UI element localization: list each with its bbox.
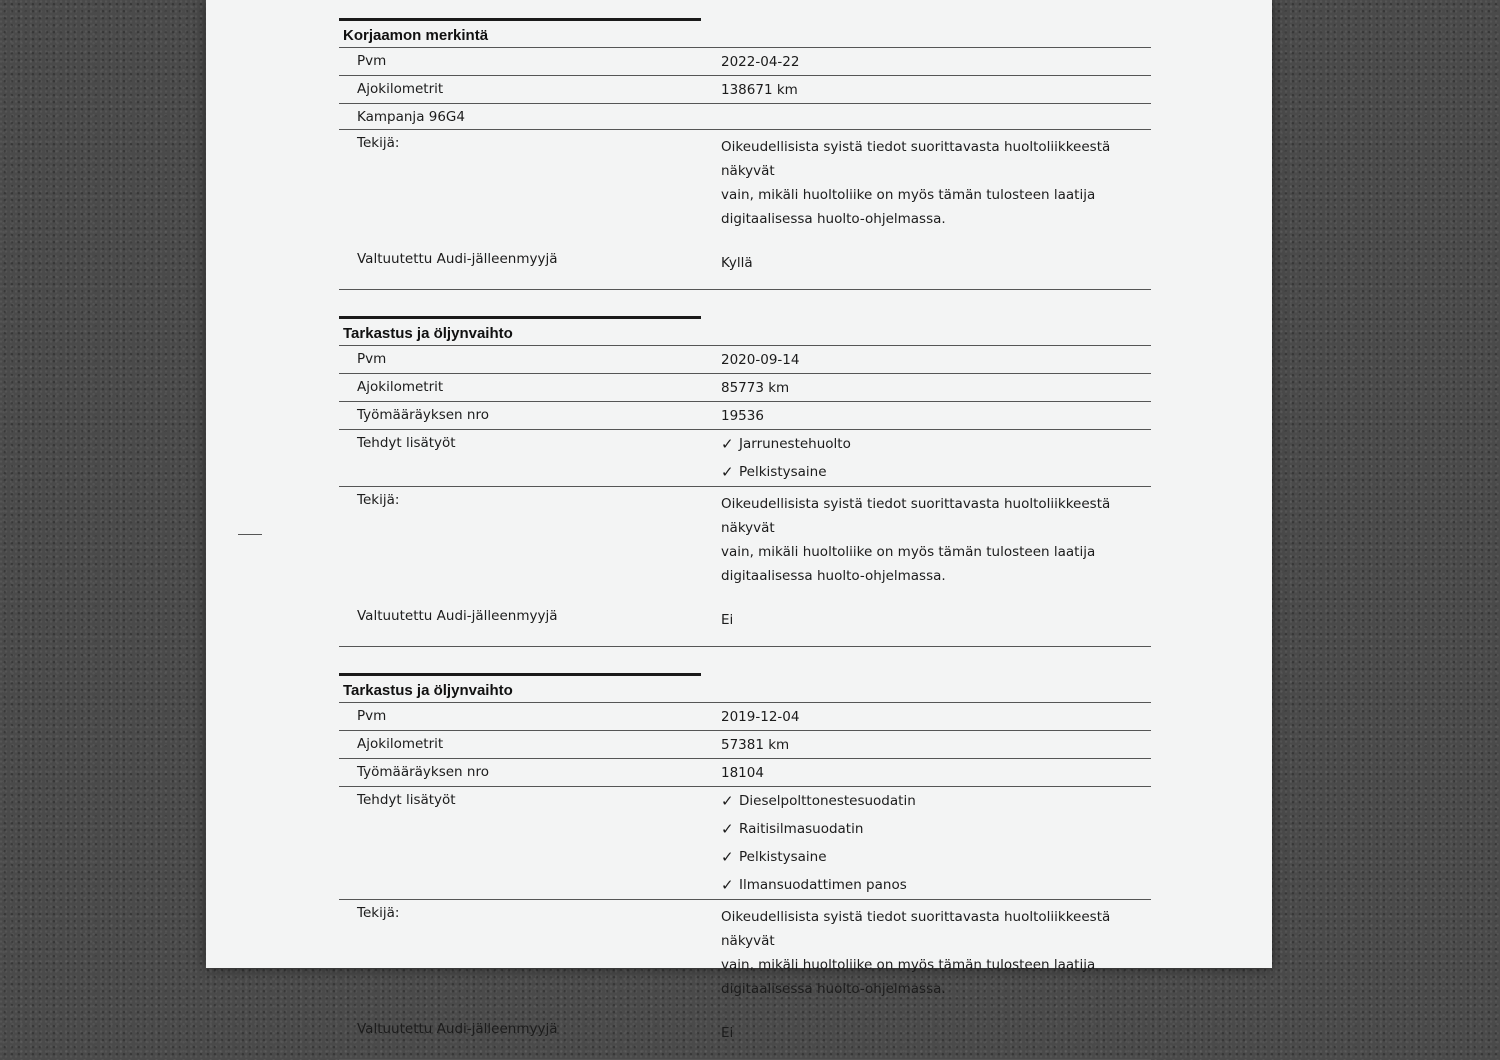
list-item (721, 787, 1151, 815)
row-value: 138671 km (721, 82, 798, 98)
auth-value: Kyllä (721, 255, 753, 271)
list-item-label: Ilmansuodattimen panos (739, 877, 907, 893)
list-item (721, 815, 1151, 843)
table-row (339, 703, 1151, 731)
list-item-label: Dieselpolttonestesuodatin (739, 793, 916, 809)
row-label: Ajokilometrit (357, 736, 444, 752)
row-label: Ajokilometrit (357, 379, 444, 395)
tekija-label: Tekijä: (357, 135, 400, 151)
table-row (339, 48, 1151, 76)
list-item-label: Pelkistysaine (739, 849, 827, 865)
tekija-line: Oikeudellisista syistä tiedot suorittavasta huoltoliikkeestä näkyvät (721, 909, 1111, 949)
list-item (721, 871, 1151, 899)
auth-label: Valtuutettu Audi-jälleenmyyjä (357, 251, 558, 267)
service-section (339, 316, 1151, 647)
row-value: 19536 (721, 408, 764, 424)
row-label: Tehdyt lisätyöt (357, 435, 456, 451)
row-value: 57381 km (721, 737, 790, 753)
tekija-line: vain, mikäli huoltoliike on myös tämän tulosteen laatija (721, 187, 1096, 203)
row-value: 85773 km (721, 380, 790, 396)
row-value: 2019-12-04 (721, 709, 800, 725)
auth-value: Ei (721, 1025, 734, 1041)
tekija-text (701, 130, 1151, 289)
check-icon: ✓ (721, 876, 734, 894)
table-row (339, 104, 1151, 130)
list-item-label: Jarrunestehuolto (739, 436, 851, 452)
extra-work-row (339, 430, 1151, 487)
row-label: Työmääräyksen nro (357, 407, 489, 423)
auth-value: Ei (721, 612, 734, 628)
list-item-label: Pelkistysaine (739, 464, 827, 480)
row-value: 2020-09-14 (721, 352, 800, 368)
row-label: Tehdyt lisätyöt (357, 792, 456, 808)
row-value (701, 104, 1151, 129)
row-label: Ajokilometrit (357, 81, 444, 97)
tekija-line: Oikeudellisista syistä tiedot suorittavasta huoltoliikkeestä näkyvät (721, 496, 1111, 536)
margin-mark (238, 534, 262, 535)
row-value: 2022-04-22 (721, 54, 800, 70)
section-title: Korjaamon merkintä (339, 21, 1151, 48)
extra-work-list (701, 787, 1151, 899)
table-row (339, 759, 1151, 787)
tekija-label: Tekijä: (357, 492, 400, 508)
row-label: Pvm (357, 708, 387, 724)
service-section (339, 673, 1151, 1041)
tekija-line: Oikeudellisista syistä tiedot suorittavasta huoltoliikkeestä näkyvät (721, 139, 1111, 179)
check-icon: ✓ (721, 820, 734, 838)
extra-work-row (339, 787, 1151, 900)
check-icon: ✓ (721, 792, 734, 810)
list-item-label: Raitisilmasuodatin (739, 821, 864, 837)
check-icon: ✓ (721, 848, 734, 866)
row-label: Kampanja 96G4 (357, 109, 465, 125)
row-value: 18104 (721, 765, 764, 781)
tekija-text (701, 487, 1151, 646)
tekija-label: Tekijä: (357, 905, 400, 921)
service-section (339, 18, 1151, 290)
tekija-text (701, 900, 1151, 1059)
tekija-line: digitaalisessa huolto-ohjelmassa. (721, 211, 946, 227)
row-label: Pvm (357, 53, 387, 69)
section-title: Tarkastus ja öljynvaihto (339, 676, 1151, 703)
table-row (339, 346, 1151, 374)
service-record-list (339, 18, 1151, 1042)
check-icon: ✓ (721, 435, 734, 453)
table-row (339, 402, 1151, 430)
tekija-line: vain, mikäli huoltoliike on myös tämän tulosteen laatija (721, 544, 1096, 560)
auth-label: Valtuutettu Audi-jälleenmyyjä (357, 1021, 558, 1037)
tekija-line: vain, mikäli huoltoliike on myös tämän tulosteen laatija (721, 957, 1096, 973)
list-item (721, 843, 1151, 871)
table-row (339, 374, 1151, 402)
auth-label: Valtuutettu Audi-jälleenmyyjä (357, 608, 558, 624)
check-icon: ✓ (721, 463, 734, 481)
tekija-line: digitaalisessa huolto-ohjelmassa. (721, 568, 946, 584)
row-label: Työmääräyksen nro (357, 764, 489, 780)
row-label: Pvm (357, 351, 387, 367)
list-item (721, 458, 1151, 486)
extra-work-list (701, 430, 1151, 486)
tekija-line: digitaalisessa huolto-ohjelmassa. (721, 981, 946, 997)
list-item (721, 430, 1151, 458)
table-row (339, 731, 1151, 759)
paper-sheet (206, 0, 1272, 1041)
section-title: Tarkastus ja öljynvaihto (339, 319, 1151, 346)
table-row (339, 76, 1151, 104)
